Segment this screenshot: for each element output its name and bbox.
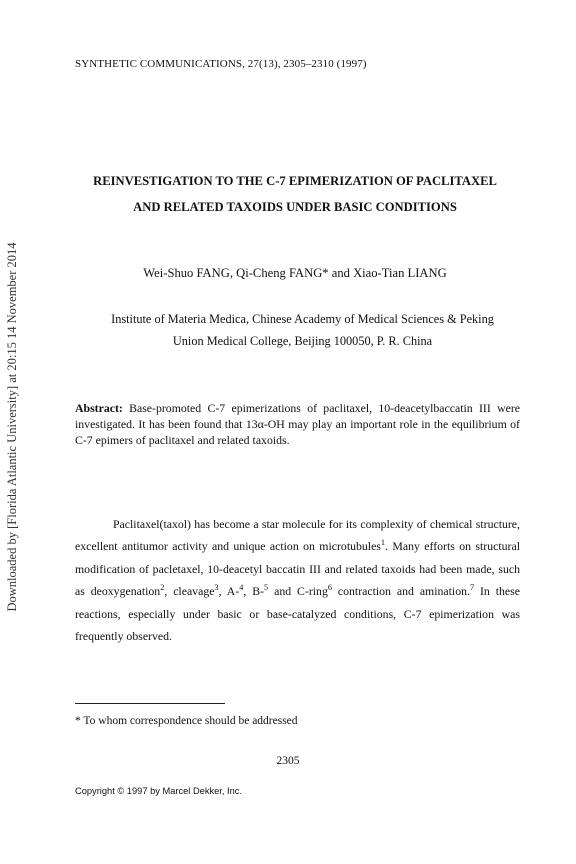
body-paragraph bbox=[75, 513, 520, 647]
page-number: 2305 bbox=[276, 755, 300, 767]
footnote-divider bbox=[75, 703, 225, 704]
citation-ref: 4 bbox=[239, 583, 244, 593]
citation-ref: 1 bbox=[380, 538, 386, 548]
intro-paragraph: Paclitaxel(taxol) has become a star molecule for its complexity of chemical structure, excellent antitumor activity and unique action on microtubules$^1$. Many efforts on structural modification of pacletaxel, 10-deacetyl baccatin III and related taxoids had been made, such as deoxygenation$^2$, cleavage$^3$, A-$^4$, B-$^5$ and C-ring$^6$ contraction and amination.$^7$ In these reactions, especially under basic or base-catalyzed conditions, C-7 epimerization was frequently observed. bbox=[75, 517, 520, 644]
author-list: Wei-Shuo FANG, Qi-Cheng FANG* and Xiao-Tian LIANG bbox=[143, 266, 447, 280]
journal-header: SYNTHETIC COMMUNICATIONS, 27(13), 2305–2310 (1997) bbox=[75, 58, 367, 70]
citation-ref: 5 bbox=[264, 583, 269, 593]
citation-ref: 3 bbox=[214, 583, 219, 593]
affiliation bbox=[75, 308, 530, 352]
title-line-1: REINVESTIGATION TO THE C-7 EPIMERIZATION OF PACLITAXEL bbox=[93, 174, 497, 188]
abstract-label: Abstract: bbox=[75, 401, 123, 415]
affiliation-line-1: Institute of Materia Medica, Chinese Academy of Medical Sciences & Peking bbox=[111, 312, 494, 326]
abstract-text: Base-promoted C-7 epimerizations of paclitaxel, 10-deacetylbaccatin III were investigated. It has been found that 13α-OH may play an important role in the equilibrium of C-7 epimers of paclitaxel and related taxoids. bbox=[75, 401, 520, 447]
abstract-block bbox=[75, 400, 520, 448]
paper-title bbox=[60, 168, 530, 220]
citation-ref: 2 bbox=[160, 583, 165, 593]
copyright-notice: Copyright © 1997 by Marcel Dekker, Inc. bbox=[75, 786, 243, 796]
citation-ref: 6 bbox=[327, 583, 332, 593]
footnote: * To whom correspondence should be addressed bbox=[75, 715, 298, 727]
title-line-2: AND RELATED TAXOIDS UNDER BASIC CONDITIONS bbox=[133, 200, 457, 214]
affiliation-line-2: Union Medical College, Beijing 100050, P. R. China bbox=[172, 334, 433, 348]
download-watermark: Downloaded by [Florida Atlantic University] at 20:15 14 November 2014 bbox=[5, 242, 19, 612]
citation-ref: 7 bbox=[469, 583, 475, 593]
